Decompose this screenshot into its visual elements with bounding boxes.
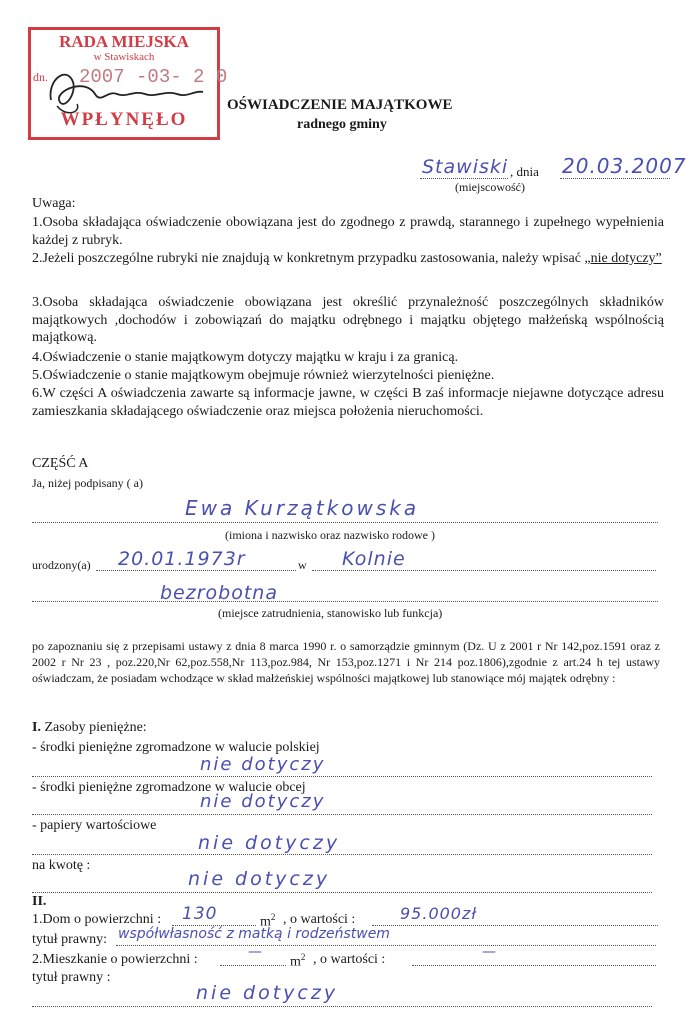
foreign-label: - środki pieniężne zgromadzone w walucie obcej [32,780,306,795]
job-caption: (miejsce zatrudnienia, stanowisko lub funkcja) [218,606,443,620]
house-value-handwritten: 95.000zł [400,904,477,923]
securities-handwritten: nie dotyczy [198,832,341,854]
stamp-date: 2007 -03- 2 0 [79,66,228,88]
job-handwritten: bezrobotna [160,582,278,604]
name-caption: (imiona i nazwisko oraz nazwisko rodowe ) [225,528,435,542]
section-1-number: I. [32,720,41,735]
law-statement: po zapoznaniu się z przepisami ustawy z dnia 8 marca 1990 r. o samorządzie gminnym (Dz. U z 2001 r Nr 142,poz.1591 oraz z 2002 r Nr 23 , poz.220,Nr 62,poz.558,Nr 113,poz.984, Nr 153,poz.1271 i Nr 214 poz.1806),zgodnie z art.24 h tej ustawy oświadczam, że posiadam wchodzące w skład małżeńskiej wspólności majątkowej lub stanowiące mój majątek odrębny : [32,639,660,685]
born-place-line [312,570,656,571]
note-4: 4.Oświadczenie o stanie majątkowym dotyczy majątku w kraju i za granicą. [32,350,459,365]
stamp-received: WPŁYNĘŁO [60,109,188,130]
document-title: OŚWIADCZENIE MAJĄTKOWE [227,97,453,113]
foreign-line [32,814,652,815]
born-label: urodzony(a) [32,558,91,572]
place-line [420,178,508,179]
house-title-line [116,945,656,946]
note-2-phrase: „nie dotyczy” [584,251,662,266]
flat-title-line [32,1006,652,1007]
place-caption: (miejscowość) [455,180,525,194]
note-2-text: 2.Jeżeli poszczególne rubryki nie znajdują w konkretnym przypadku zastosowania, należy wpisać [32,251,585,266]
flat-value-line [412,965,656,966]
securities-line [32,854,652,855]
note-3: 3.Osoba składająca oświadczenie obowiązana jest określić przynależność poszczególnych składników majątkowych ,dochodów i zobowiązań do majątku odrębnego i majątku objętego małżeńską wspólnością majątkową. [32,295,664,345]
job-line [32,601,658,602]
note-5: 5.Oświadczenie o stanie majątkowym obejmuje również wierzytelności pieniężne. [32,368,495,383]
flat-area-line [220,965,286,966]
house-unit: $m^2$ [260,912,276,930]
house-label: 1.Dom o powierzchni : [32,912,162,927]
flat-label: 2.Mieszkanie o powierzchni : [32,952,198,967]
amount-line [32,892,652,893]
in-label: w [298,558,307,572]
name-handwritten: Ewa Kurzątkowska [185,496,420,520]
foreign-handwritten: nie dotyczy [200,791,326,812]
signed-label: Ja, niżej podpisany ( a) [32,476,143,490]
house-unit-text: m [260,914,271,930]
flat-title-handwritten: nie dotyczy [196,982,339,1004]
section-2-title: II. [32,894,47,909]
amount-handwritten: nie dotyczy [188,868,331,890]
part-a-title: CZĘŚĆ A [32,456,89,471]
house-value-label: , o wartości : [283,912,356,927]
note-2 [32,250,664,268]
section-1-label: Zasoby pieniężne: [40,720,147,735]
flat-unit: $m^2$ [290,952,306,970]
stamp-council-name: RADA MIEJSKA [59,32,189,51]
pln-handwritten: nie dotyczy [200,754,326,775]
pln-label: - środki pieniężne zgromadzone w walucie polskiej [32,740,320,755]
house-title-label: tytuł prawny: [32,932,108,947]
house-value-line [372,925,658,926]
stamp-town: w Stawiskach [93,51,155,63]
note-6: 6.W części A oświadczenia zawarte są informacje jawne, w części B zaś informacje niejawne dotyczące adresu zamieszkania składającego oświadczenie oraz miejsca położenia nieruchomości. [32,386,664,419]
place-handwritten: Stawiski [422,156,509,178]
amount-label: na kwotę : [32,858,91,873]
date-handwritten: 20.03.2007 [562,154,687,178]
pln-line [32,776,652,777]
document-subtitle: radnego gminy [297,117,387,132]
flat-title-label: tytuł prawny : [32,970,111,985]
flat-value-handwritten: — [482,944,497,960]
received-stamp [28,27,228,140]
flat-area-handwritten: — [248,944,263,960]
note-1: 1.Osoba składająca oświadczenie obowiązana jest do zgodnego z prawdą, starannego i zupełnego wypełnienia każdej z rubryk. [32,215,664,248]
born-place-handwritten: Kolnie [342,548,406,570]
notes-title: Uwaga: [32,196,76,211]
securities-label: - papiery wartościowe [32,818,157,833]
flat-unit-text: m [290,954,301,970]
stamp-dn: dn. [33,70,48,84]
date-line [560,178,670,179]
house-title-handwritten: współwłasność z matką i rodzeństwem [118,926,390,942]
section-1-title [32,720,147,736]
dnia-label: , dnia [510,164,539,179]
born-date-handwritten: 20.01.1973r [118,548,246,570]
born-date-line [96,570,296,571]
house-area-handwritten: 130 [182,904,218,924]
name-line [32,522,658,523]
flat-value-label: , o wartości : [313,952,386,967]
